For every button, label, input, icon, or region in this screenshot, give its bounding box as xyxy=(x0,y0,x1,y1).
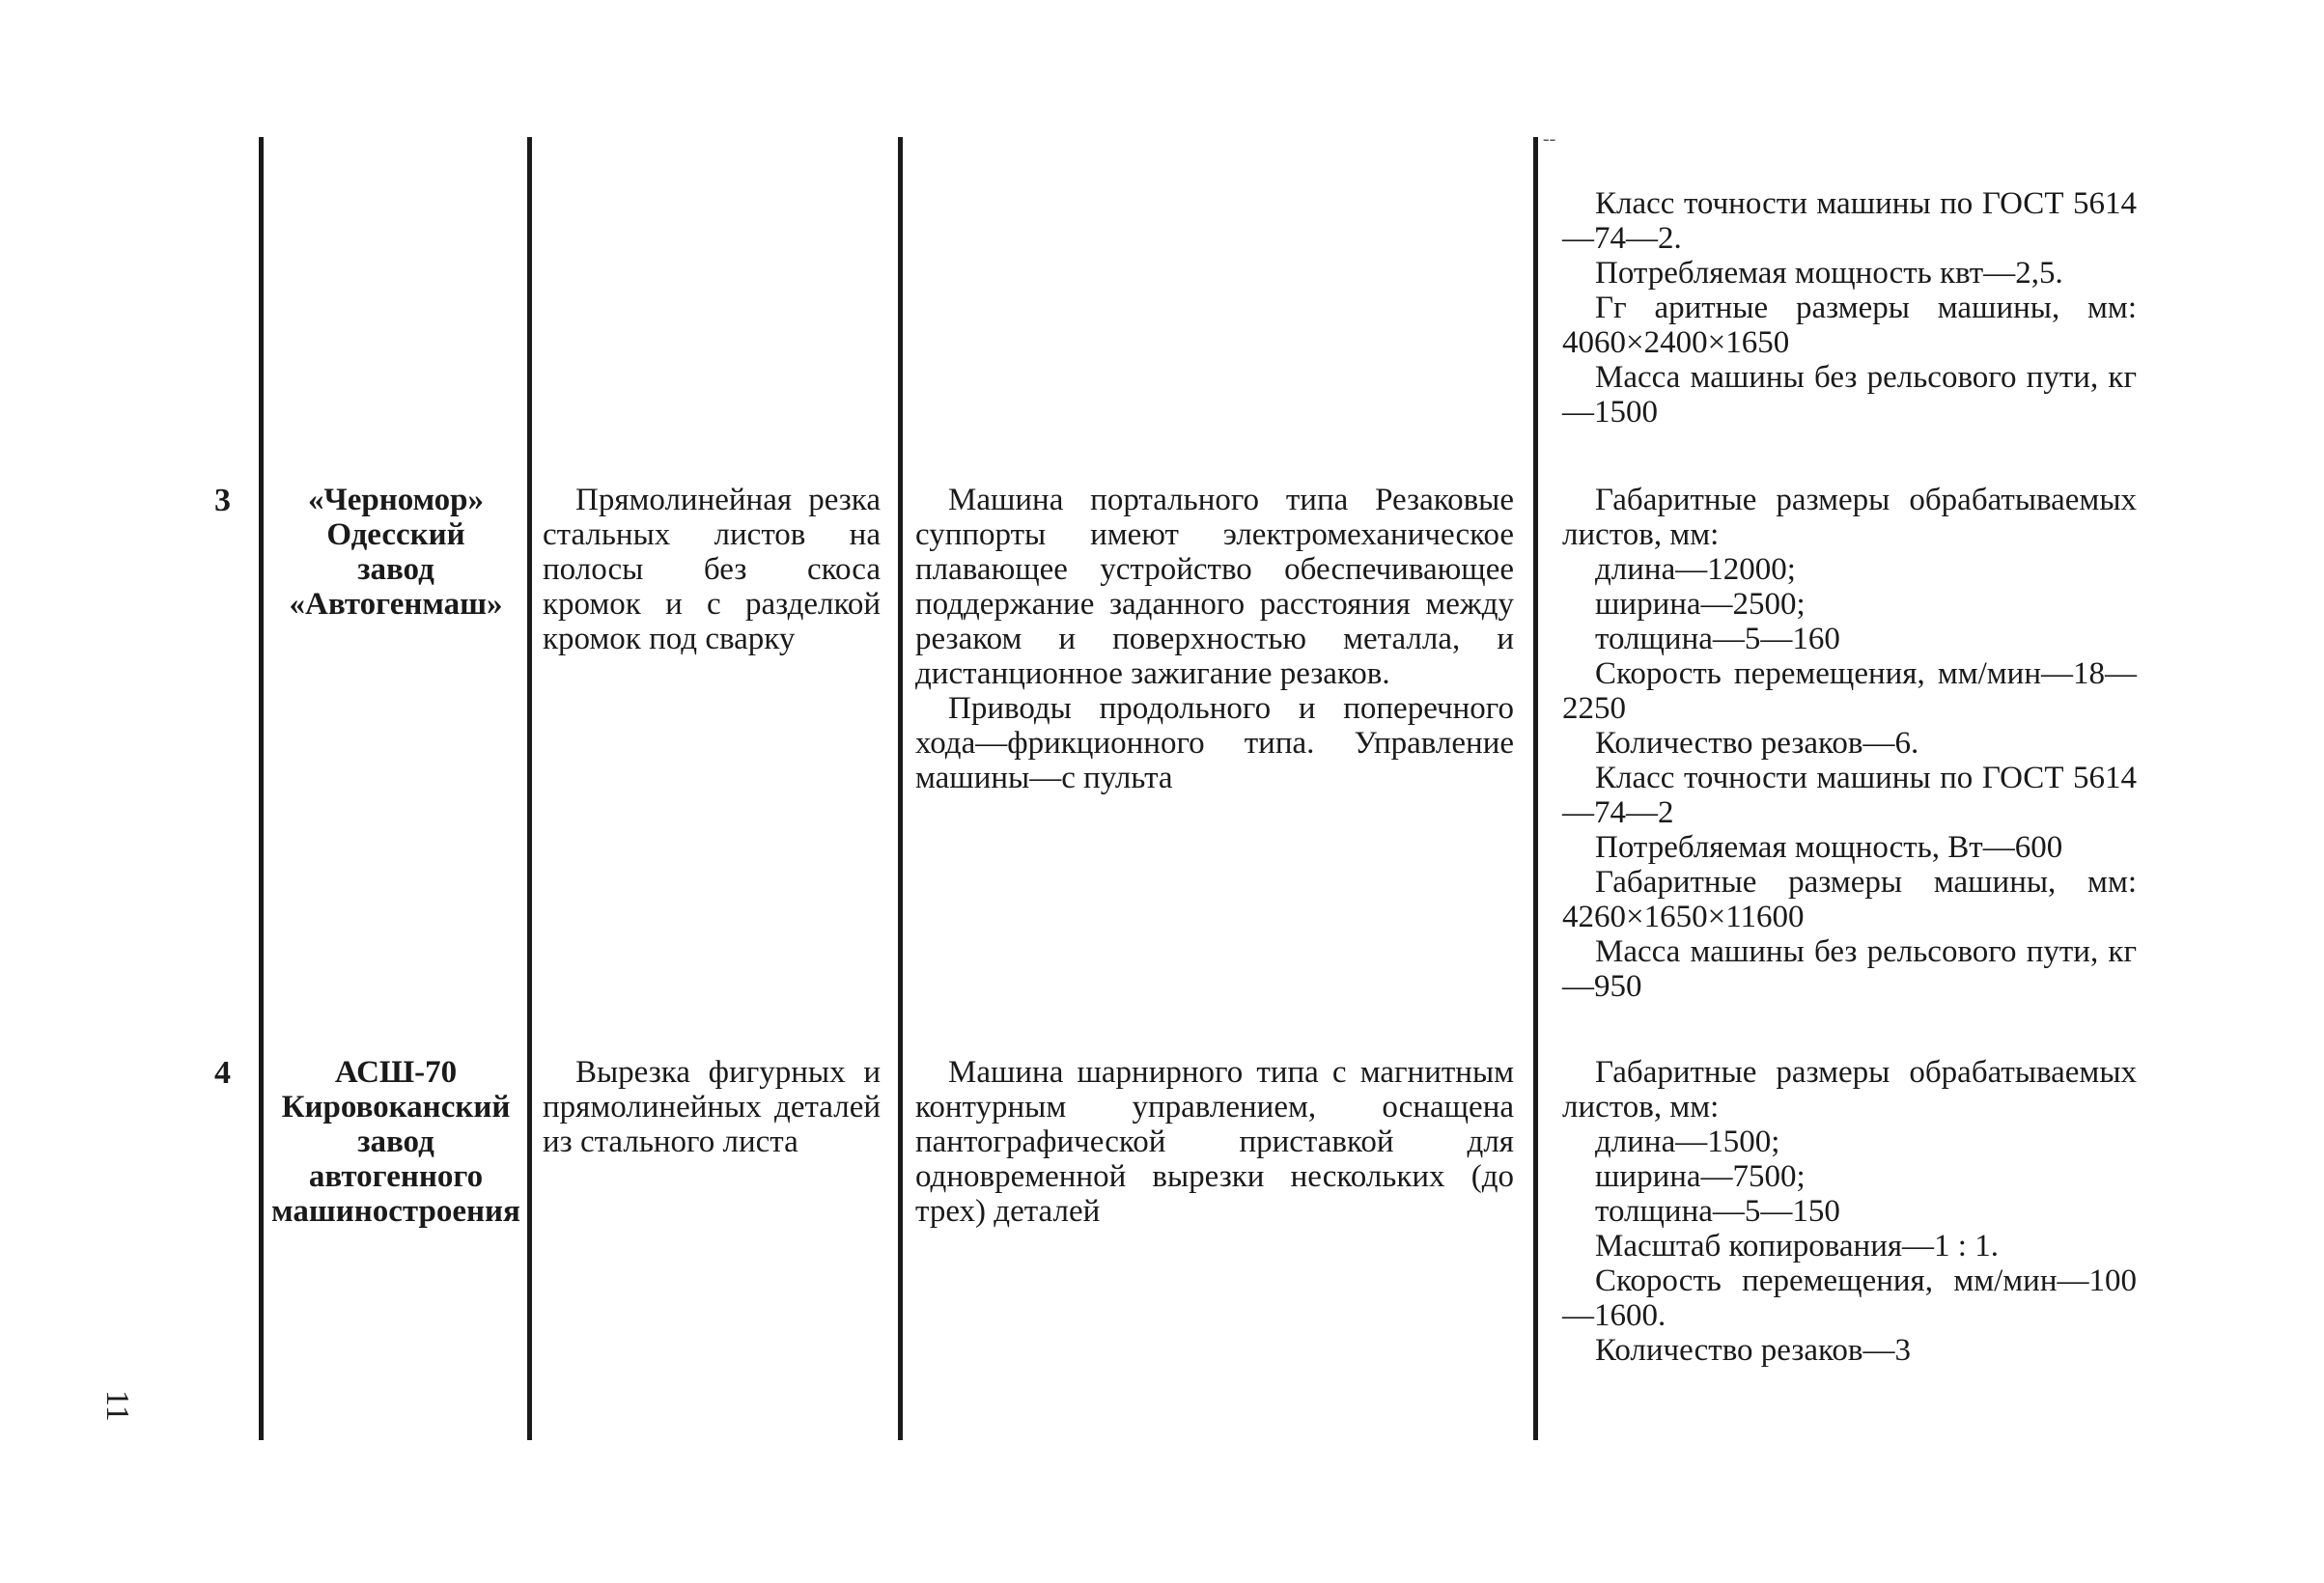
purpose-cell-row-2 xyxy=(543,1055,881,1159)
spec-line: Количество резаков—3 xyxy=(1595,1333,1911,1368)
spec-line: Класс точности машины по ГОСТ 5614—74—2 xyxy=(1562,761,2137,830)
spec-line: Количество резаков—6. xyxy=(1595,726,1919,761)
spec-line: Масса машины без рельсового пути, кг—1500 xyxy=(1562,360,2137,430)
column-rule-2 xyxy=(527,137,532,1440)
machine-cell-row-1 xyxy=(270,483,521,622)
spec-line: Габаритные размеры машины, мм: 4260×1650×11600 xyxy=(1562,865,2137,934)
specs-cell-row-0 xyxy=(1562,186,2137,430)
specs-cell-row-1 xyxy=(1562,483,2137,1004)
machine-line: Одесский xyxy=(326,517,465,552)
spec-line: Потребляемая мощность, Вт—600 xyxy=(1595,830,2063,865)
purpose-text: Прямолинейная резка стальных листов на полосы без скоса кромок и с разделкой кромок под сварку xyxy=(543,483,881,656)
column-rule-4 xyxy=(1533,137,1538,1440)
spec-line: Класс точности машины по ГОСТ 5614—74—2. xyxy=(1562,186,2137,256)
spec-line: Гг аритные размеры машины, мм: 4060×2400×1650 xyxy=(1562,291,2137,360)
machine-cell-row-2 xyxy=(270,1055,521,1229)
spec-line: толщина—5—160 xyxy=(1595,622,1840,656)
row-number: 3 xyxy=(214,483,231,518)
machine-line: «Автогенмаш» xyxy=(289,587,503,622)
row-number: 4 xyxy=(214,1055,231,1091)
column-rule-3 xyxy=(898,137,903,1440)
description-cell-row-1 xyxy=(915,483,1514,795)
spec-line: ширина—2500; xyxy=(1595,587,1806,622)
machine-line: завод xyxy=(357,552,434,587)
spec-line: Потребляемая мощность квт—2,5. xyxy=(1595,256,2063,291)
spec-line: Габаритные размеры обрабатываемых листов, мм: xyxy=(1562,1055,2137,1125)
spec-line: толщина—5—150 xyxy=(1595,1194,1840,1229)
machine-line: АСШ-70 Кировоканский завод автогенного машиностроения xyxy=(271,1055,520,1229)
spec-line: Скорость перемещения, мм/мин—18—2250 xyxy=(1562,656,2137,726)
spec-line: длина—1500; xyxy=(1595,1125,1780,1159)
description-cell-row-2 xyxy=(915,1055,1514,1229)
description-paragraph: Приводы продольного и поперечного хода—фрикционного типа. Управление машины—с пульта xyxy=(915,691,1514,795)
spec-line: длина—12000; xyxy=(1595,552,1796,587)
column-rule-1 xyxy=(259,137,264,1440)
spec-line: Масштаб копирования—1 : 1. xyxy=(1595,1229,1999,1264)
purpose-cell-row-1 xyxy=(543,483,881,656)
spec-line: Габаритные размеры обрабатываемых листов, мм: xyxy=(1562,483,2137,552)
spec-line: ширина—7500; xyxy=(1595,1159,1806,1194)
spec-line: Скорость перемещения, мм/мин—100—1600. xyxy=(1562,1264,2137,1333)
top-mark: -- xyxy=(1543,128,1556,150)
description-paragraph: Машина портального типа Резаковые суппорты имеют электромеханическое плавающее устройство обеспечивающее поддержание заданного расстояния между резаком и поверхностью металла, и дистанционное зажигание резаков. xyxy=(915,483,1514,691)
specs-cell-row-2 xyxy=(1562,1055,2137,1368)
spec-line: Масса машины без рельсового пути, кг—950 xyxy=(1562,934,2137,1004)
description-paragraph: Машина шарнирного типа с магнитным контурным управлением, оснащена пантографической приставкой для одновременной вырезки нескольких (до трех) деталей xyxy=(915,1055,1514,1229)
machine-line: «Черномор» xyxy=(308,483,484,517)
page-number: 11 xyxy=(99,1390,135,1422)
purpose-text: Вырезка фигурных и прямолинейных деталей из стального листа xyxy=(543,1055,881,1159)
